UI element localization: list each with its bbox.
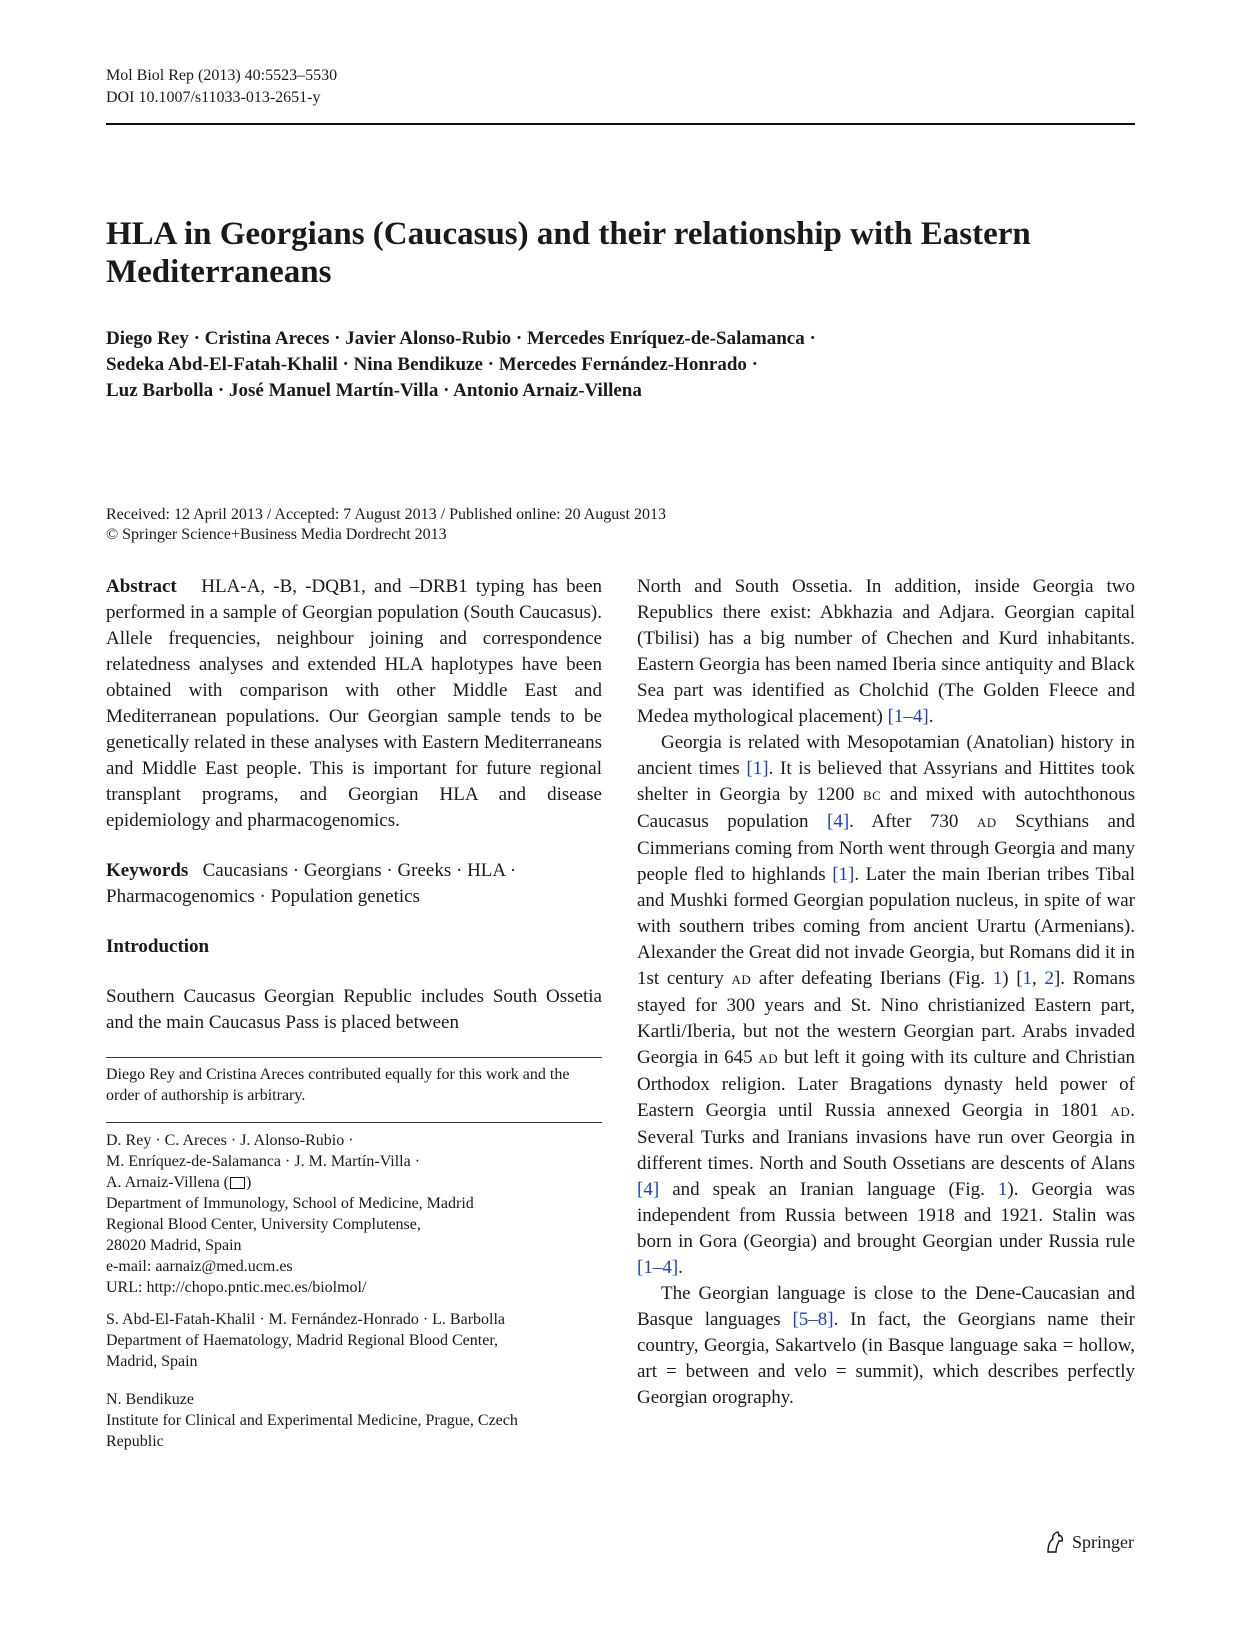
text-run: ). Georgia was independent from Russia between 1918 and 1921. Stalin was born in Gora (Georgia) and brought Georgian under Russia rule <box>637 1179 1135 1252</box>
paragraph-text: North and South Ossetia. In addition, inside Georgia two Republics there exist: Abkhazia and Adjara. Georgian capital (Tbilisi) has a big number of Chechen and Kurd inhabitants. Eastern Georgia has been named Iberia since antiquity and Black Sea part was identified as Cholchid (The Golden Fleece and Medea mythological placement) <box>637 576 1135 727</box>
text-run: and speak an Iranian language (Fig. <box>659 1179 998 1200</box>
figure-link[interactable]: 1 <box>997 1179 1008 1200</box>
era-label: AD <box>758 1051 779 1066</box>
affiliation-line: N. Bendikuze <box>106 1391 194 1408</box>
citation-link[interactable]: 1 <box>1022 968 1033 989</box>
citation-link[interactable]: [1] <box>746 758 769 779</box>
publisher-logo <box>1044 1530 1134 1554</box>
affiliation-line: Republic <box>106 1433 164 1450</box>
envelope-icon[interactable] <box>230 1177 245 1189</box>
copyright: © Springer Science+Business Media Dordrecht 2013 <box>106 526 447 543</box>
text-run: . Later the main Iberian tribes Tibal and Mushki formed Georgian population nucleus, in spite of war with southern tribes coming from ancient Urartu (Armenians). Alexander the Great did not invade Georgia, but Romans did it in 1st century <box>637 864 1135 989</box>
text-run: Georgia is related with Mesopotamian (Anatolian) history in ancient times <box>637 732 1135 779</box>
journal-citation: Mol Biol Rep (2013) 40:5523–5530 <box>106 67 338 84</box>
introduction-heading: Introduction <box>106 936 210 957</box>
text-run: The Georgian language is close to the Dene-Caucasian and Basque languages <box>637 1283 1135 1330</box>
period: . <box>928 706 934 727</box>
authors-line: Luz Barbolla · José Manuel Martín-Villa · Antonio Arnaiz-Villena <box>106 380 642 401</box>
citation-link[interactable]: 2 <box>1044 968 1054 989</box>
abstract-label: Abstract <box>106 576 177 597</box>
text-run: . It is believed that Assyrians and Hittites took shelter in Georgia by 1200 <box>637 758 1135 805</box>
citation-link[interactable]: [4] <box>637 1179 660 1200</box>
intro-paragraph-start: Southern Caucasus Georgian Republic includes South Ossetia and the main Caucasus Pass is placed between <box>106 986 602 1033</box>
era-label: AD <box>1110 1104 1131 1119</box>
footnote-rule <box>106 1057 602 1058</box>
publisher-name: Springer <box>1072 1531 1134 1552</box>
abstract <box>106 574 602 834</box>
equal-contribution-note: Diego Rey and Cristina Areces contributed equally for this work and the order of authorship is arbitrary. <box>106 1066 570 1104</box>
publication-dates <box>106 505 666 545</box>
citation-link[interactable]: [1–4] <box>887 706 929 727</box>
figure-link[interactable]: 1 <box>992 968 1003 989</box>
email-link[interactable]: e-mail: aarnaiz@med.ucm.es <box>106 1258 293 1275</box>
header-rule <box>106 123 1135 125</box>
affiliation-immunology <box>106 1130 602 1298</box>
right-column <box>637 574 1135 1411</box>
text-run: . <box>678 1257 683 1278</box>
language-paragraph <box>637 1281 1135 1411</box>
authors-line: Diego Rey · Cristina Areces · Javier Alonso-Rubio · Mercedes Enríquez-de-Salamanca · <box>106 328 816 349</box>
affiliation-line: Department of Immunology, School of Medicine, Madrid <box>106 1195 474 1212</box>
era-label: BC <box>862 788 882 803</box>
affiliation-line: S. Abd-El-Fatah-Khalil · M. Fernández-Honrado · L. Barbolla <box>106 1311 506 1328</box>
authors-line: Sedeka Abd-El-Fatah-Khalil · Nina Bendikuze · Mercedes Fernández-Honrado · <box>106 354 759 375</box>
text-run: , <box>1032 968 1045 989</box>
journal-header <box>106 65 337 109</box>
era-label: AD <box>976 815 997 830</box>
text-run: . Several Turks and Iranians invasions have run over Georgia in different times. North and South Ossetians are descents of Alans <box>637 1100 1135 1174</box>
affiliation-line: Madrid, Spain <box>106 1353 198 1370</box>
doi: DOI 10.1007/s11033-013-2651-y <box>106 89 321 106</box>
citation-link[interactable]: [1] <box>832 864 855 885</box>
paren: ) <box>246 1174 252 1191</box>
affiliation-line <box>106 1172 602 1193</box>
affiliation-line: D. Rey · C. Areces · J. Alonso-Rubio · <box>106 1132 354 1149</box>
affiliation-line: Department of Haematology, Madrid Regional Blood Center, <box>106 1332 498 1349</box>
text-run: ]. Romans stayed for 300 years and St. Nino christianized Eastern part, Kartli/Iberia, but not the western Georgian part. Arabs invaded Georgia in 645 <box>637 968 1135 1068</box>
affiliation-rule <box>106 1122 602 1123</box>
text-run: . In fact, the Georgians name their country, Georgia, Sakartvelo (in Basque language saka = hollow, art = between and velo = summit), which describes perfectly Georgian orography. <box>637 1309 1136 1408</box>
keywords-label: Keywords <box>106 860 189 881</box>
text-run: and mixed with autochthonous Caucasus population <box>637 784 1135 832</box>
affiliation-haematology <box>106 1309 602 1372</box>
history-paragraph <box>637 730 1135 1281</box>
text-run: after defeating Iberians (Fig. <box>751 968 993 989</box>
springer-horse-icon <box>1044 1530 1066 1554</box>
affiliation-line: Regional Blood Center, University Complutense, <box>106 1216 421 1233</box>
url-link[interactable]: URL: http://chopo.pntic.mec.es/biolmol/ <box>106 1279 367 1296</box>
keywords-text: Caucasians · Georgians · Greeks · HLA · Pharmacogenomics · Population genetics <box>106 860 517 907</box>
keywords <box>106 858 602 910</box>
title-line: Mediterraneans <box>106 254 332 290</box>
title-line: HLA in Georgians (Caucasus) and their relationship with Eastern <box>106 216 1031 252</box>
author-list <box>106 326 1106 404</box>
left-column <box>106 574 602 1036</box>
era-label: AD <box>731 972 752 987</box>
citation-link[interactable]: [1–4] <box>637 1257 679 1278</box>
affiliation-line: Institute for Clinical and Experimental Medicine, Prague, Czech <box>106 1412 518 1429</box>
received-dates: Received: 12 April 2013 / Accepted: 7 August 2013 / Published online: 20 August 2013 <box>106 506 666 523</box>
text-run: . After 730 <box>849 811 977 832</box>
article-title <box>106 215 1146 291</box>
text-run: but left it going with its culture and Christian Orthodox religion. Later Bragations dynasty held power of Eastern Georgia until Russia annexed Georgia in 1801 <box>637 1047 1135 1121</box>
affiliation-line: M. Enríquez-de-Salamanca · J. M. Martín-Villa · <box>106 1153 421 1170</box>
affiliation-prague <box>106 1389 602 1452</box>
text-run: ) [ <box>1002 968 1023 989</box>
citation-link[interactable]: [5–8] <box>792 1309 834 1330</box>
abstract-text: HLA-A, -B, -DQB1, and –DRB1 typing has been performed in a sample of Georgian population (South Caucasus). Allele frequencies, neighbour joining and correspondence relatedness analyses and extended HLA haplotypes have been obtained with comparison with other Middle East and Mediterranean populations. Our Georgian sample tends to be genetically related in these analyses with Eastern Mediterraneans and Middle East people. This is important for future regional transplant programs, and Georgian HLA and disease epidemiology and pharmacogenomics. <box>106 576 602 831</box>
citation-link[interactable]: [4] <box>827 811 850 832</box>
affiliation-line: 28020 Madrid, Spain <box>106 1237 242 1254</box>
intro-paragraph-continued <box>637 574 1135 730</box>
corresponding-author: A. Arnaiz-Villena ( <box>106 1174 229 1191</box>
text-run: Scythians and Cimmerians coming from North went through Georgia and many people fled to highlands <box>637 811 1135 885</box>
